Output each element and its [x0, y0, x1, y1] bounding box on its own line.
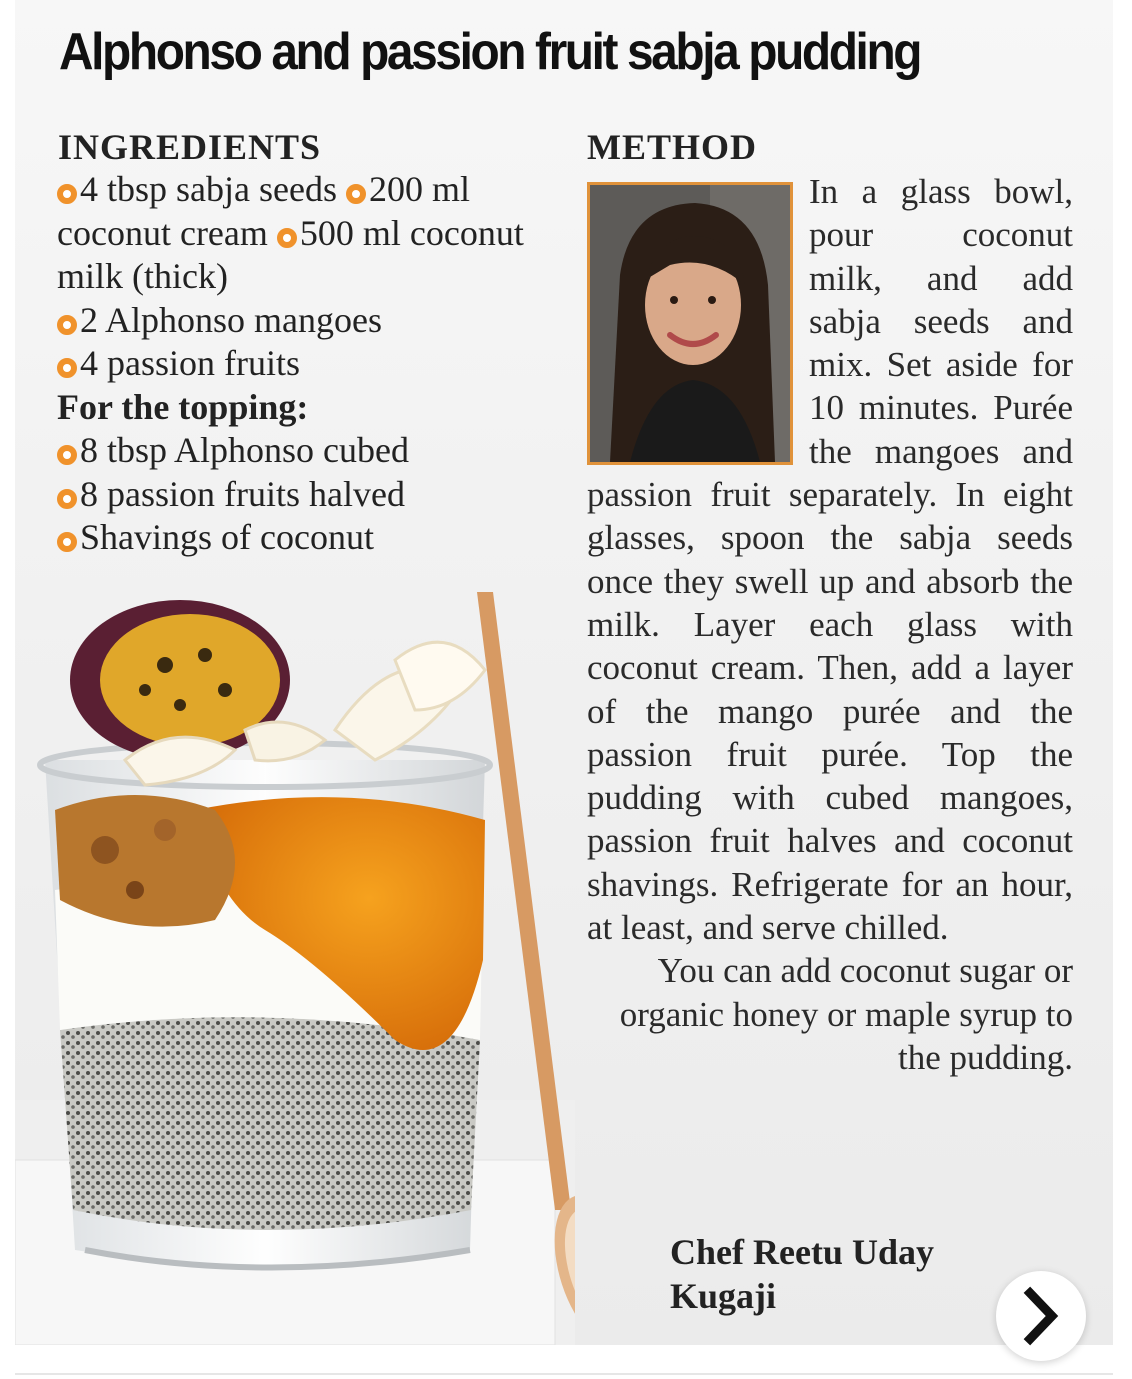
- bullet-icon: [277, 228, 297, 248]
- bullet-icon: [57, 532, 77, 552]
- recipe-title: Alphonso and passion fruit sabja pudding: [59, 23, 921, 81]
- chef-credit: [670, 1230, 934, 1318]
- topping-heading: For the topping:: [57, 386, 309, 427]
- bullet-icon: [57, 184, 77, 204]
- recipe-card: [15, 0, 1113, 1345]
- chevron-right-icon: [996, 1271, 1086, 1361]
- chef-portrait-icon: [590, 185, 790, 462]
- method-text: In a glass bowl, pour coconut milk, and add sabja seeds and mix. Set aside for 10 minutes. Purée the mangoes and passion fruit separately. In eight glasses, spoon the sabja seeds once they swell up and absorb the milk. Layer each glass with coconut cream. Then, add a layer of the mango purée and the passion fruit purée. Top the pudding with cubed mangoes, passion fruit halves and coconut shavings. Refrigerate for an hour, at least, and serve chilled.: [587, 172, 1073, 948]
- bullet-icon: [57, 445, 77, 465]
- bullet-icon: [346, 184, 366, 204]
- pudding-glass-illustration: [15, 560, 575, 1345]
- chef-photo: [587, 182, 793, 465]
- ingredient-item: 200 ml coconut cream: [57, 169, 470, 253]
- bullet-icon: [57, 489, 77, 509]
- method-heading: METHOD: [587, 127, 758, 167]
- bottom-divider: [15, 1373, 1113, 1375]
- ingredient-item: 500 ml coconut milk (thick): [57, 212, 524, 296]
- ingredients-list: [57, 168, 545, 560]
- ingredients-heading: INGREDIENTS: [58, 127, 322, 167]
- topping-item: Shavings of coconut: [80, 517, 374, 557]
- method-text-block: [587, 170, 1073, 1079]
- method-tip-text: You can add coconut sugar or organic honey or maple syrup to the pudding.: [619, 951, 1073, 1077]
- topping-item: 8 passion fruits halved: [80, 473, 405, 514]
- chef-name-line1: Chef Reetu Uday: [670, 1232, 934, 1272]
- next-slide-button[interactable]: [996, 1271, 1086, 1361]
- ingredient-item: 4 tbsp sabja seeds: [80, 169, 337, 209]
- bullet-icon: [57, 315, 77, 335]
- bullet-icon: [57, 358, 77, 378]
- topping-item: 8 tbsp Alphonso cubed: [80, 430, 409, 470]
- ingredient-item: 4 passion fruits: [80, 343, 300, 383]
- ingredient-item: 2 Alphonso mangoes: [80, 299, 382, 340]
- chef-name-line2: Kugaji: [670, 1276, 777, 1316]
